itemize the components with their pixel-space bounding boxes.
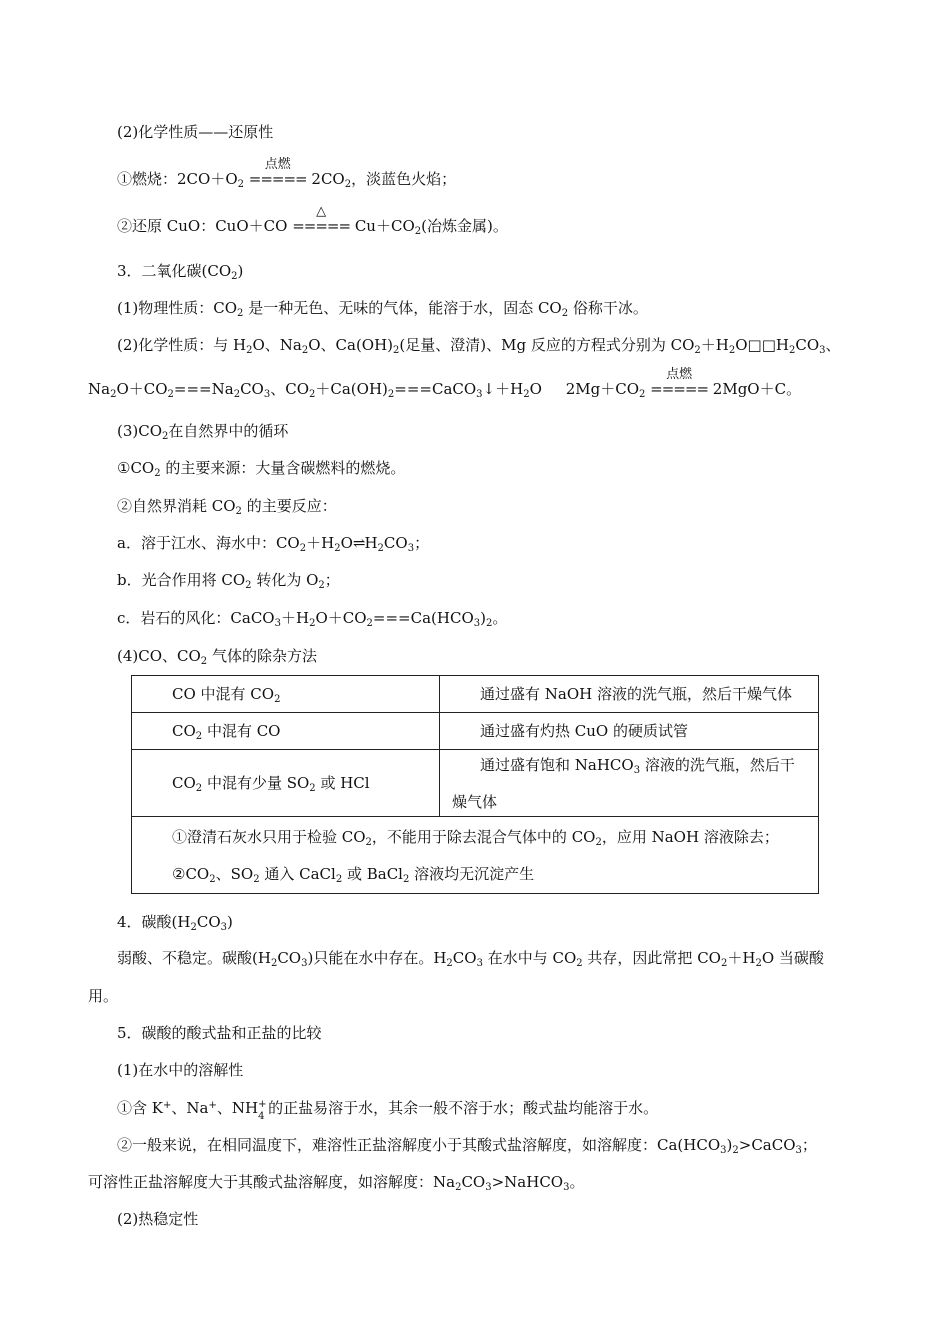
equation-co-reduce-cuo: ②还原 CuO：CuO＋CO △ ===== $Cu+CO_2$(冶炼金属)。 — [117, 204, 508, 237]
heading-chemical-properties: (2)化学性质——还原性 — [117, 123, 274, 141]
carbonic-acid-desc-cont: 用。 — [88, 987, 119, 1005]
table-row: $CO_2$ 中混有 CO 通过盛有灼热 CuO 的硬质试管 — [132, 713, 819, 750]
reversible-arrow-icon: ⇌ — [352, 534, 365, 552]
heading-solubility: (1)在水中的溶解性 — [117, 1061, 244, 1079]
co2-source: $①CO_2$ 的主要来源：大量含碳燃料的燃烧。 — [117, 459, 406, 479]
heading-co2: 3．二氧化碳$(CO_2)$ — [117, 262, 244, 282]
co2-dissolve: a．溶于江水、海水中：$CO_2+H_2O\rightleftharpoons H_2CO_3$； — [117, 534, 430, 554]
solubility-rule-2-cont: 可溶性正盐溶解度大于其酸式盐溶解度，如溶解度：$Na_2CO_3>NaHCO_3$。 — [88, 1173, 585, 1193]
co2-equations: $Na_2O+CO_2===Na_2CO_3$、$CO_2+Ca(OH)_2===CaCO_3↓+H_2O$ $2Mg+CO_2$ 点燃 ===== 2MgO＋C。 — [88, 367, 802, 400]
co2-consumption: ②自然界消耗 $CO_2$ 的主要反应： — [117, 497, 337, 517]
heading-salt-comparison: 5．碳酸的酸式盐和正盐的比较 — [117, 1024, 322, 1042]
heading-thermal-stability: (2)热稳定性 — [117, 1210, 199, 1228]
table-row: CO 中混有 $CO_2$ 通过盛有 NaOH 溶液的洗气瓶，然后干燥气体 — [132, 676, 819, 713]
rock-weathering: c．岩石的风化：$CaCO_3+H_2O+CO_2===Ca(HCO_3)_2$。 — [117, 609, 508, 629]
condition-heat: △ ===== — [292, 204, 351, 235]
equation-co-combustion: ①燃烧：$2CO+O_2$ 点燃 ===== $2CO_2$，淡蓝色火焰； — [117, 157, 457, 190]
heading-impurity-removal: (4)CO、$CO_2$ 气体的除杂方法 — [117, 647, 317, 667]
heading-carbonic-acid: 4．碳酸$(H_2CO_3)$ — [117, 913, 233, 933]
solubility-rule-2: ②一般来说，在相同温度下，难溶性正盐溶解度小于其酸式盐溶解度，如溶解度：$Ca(HCO_3)_2>CaCO_3$； — [117, 1136, 817, 1156]
co2-physical-properties: (1)物理性质：$CO_2$ 是一种无色、无味的气体，能溶于水，固态 $CO_2$ 俗称干冰。 — [117, 299, 648, 319]
co2-chemical-properties: (2)化学性质：与 $H_2O$、$Na_2O$、$Ca(OH)_2$(足量、澄清)、Mg 反应的方程式分别为 $CO_2+H_2O□□H_2CO_3$、 — [117, 336, 841, 356]
carbonic-acid-desc: 弱酸、不稳定。碳酸$(H_2CO_3)$只能在水中存在。$H_2CO_3$ 在水中与 $CO_2$ 共存，因此常把 $CO_2+H_2O$ 当碳酸 — [117, 949, 824, 969]
condition-ignite-mg: 点燃 ===== — [650, 367, 709, 398]
impurity-removal-table — [131, 675, 819, 894]
heading-co2-cycle: $(3)CO_2$在自然界中的循环 — [117, 422, 289, 442]
solubility-rule-1: ①含 K+、Na+、NH + 4 的正盐易溶于水，其余一般不溶于水；酸式盐均能溶于水。 — [117, 1099, 659, 1122]
condition-ignite: 点燃 ===== — [248, 157, 307, 188]
table-row: $CO_2$ 中混有少量 $SO_2$ 或 HCl 通过盛有饱和 NaHCO$_3$ 溶液的洗气瓶，然后干 燥气体 — [132, 750, 819, 817]
co2-photosynthesis: b．光合作用将 $CO_2$ 转化为 $O_2$； — [117, 571, 340, 591]
table-row: ①澄清石灰水只用于检验 $CO_2$，不能用于除去混合气体中的 $CO_2$，应用 NaOH 溶液除去； $②CO_2$、$SO_2$ 通入 CaCl$_2$ 或 BaCl$_2$ 溶液均无沉淀产生 — [132, 817, 819, 894]
